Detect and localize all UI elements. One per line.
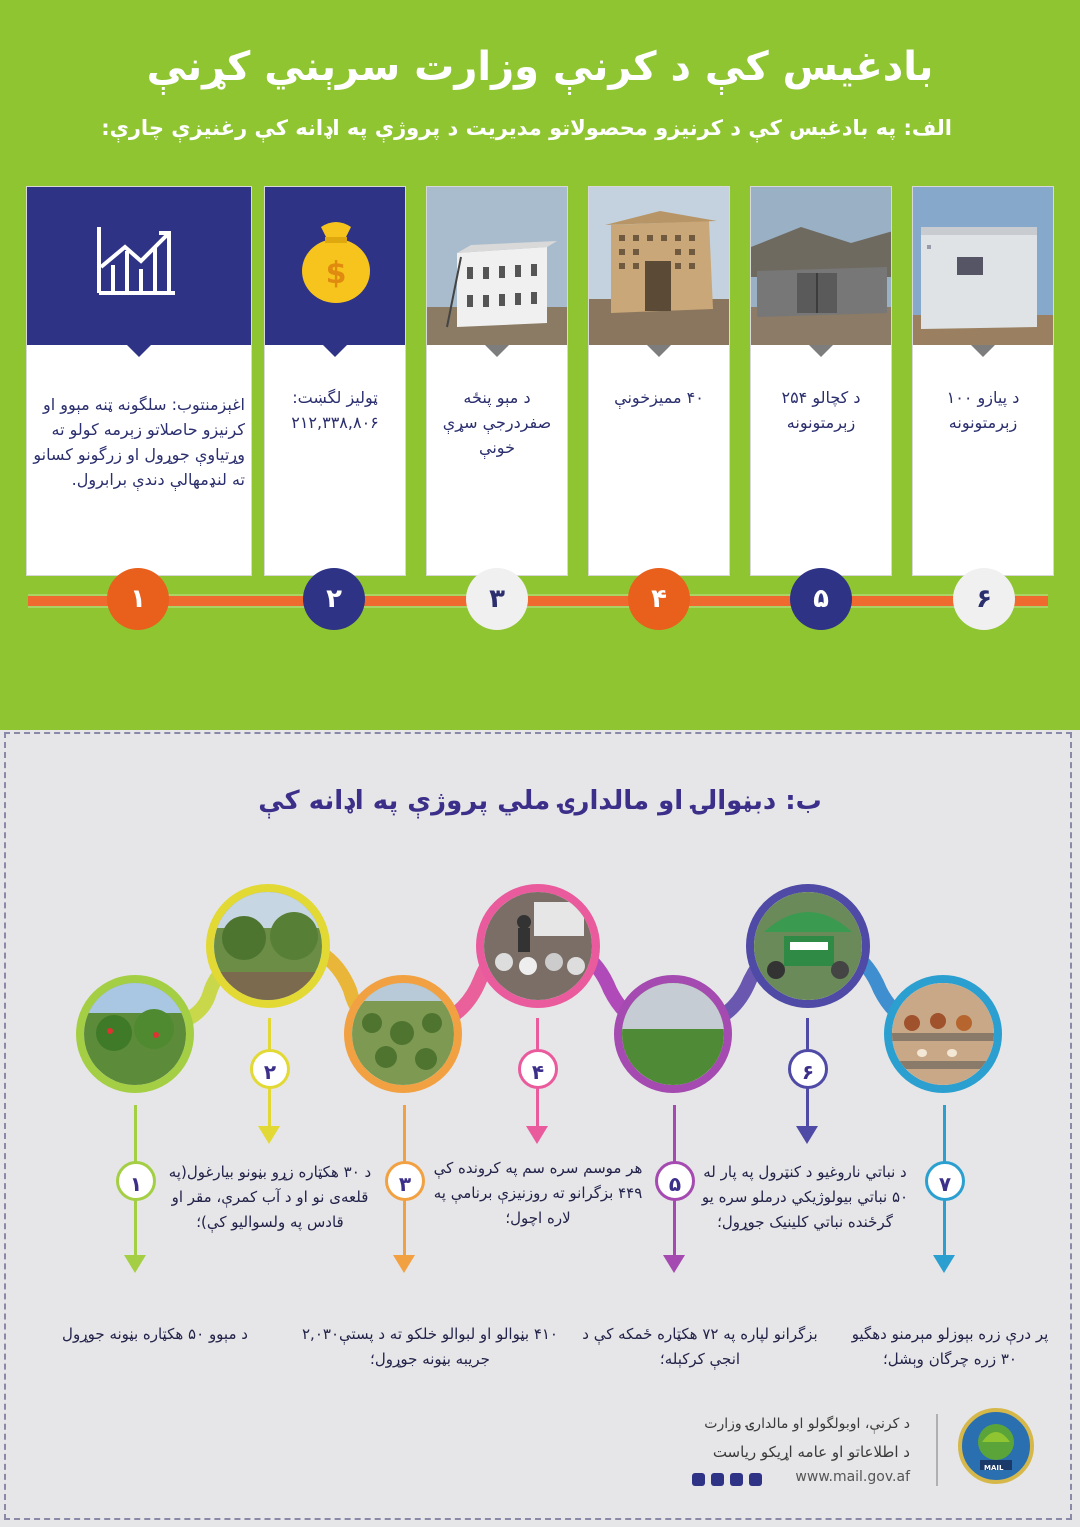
- field-photo-circle: [614, 975, 732, 1093]
- orchard-photo-circle: [76, 975, 194, 1093]
- item-text-6: د نباتي ناروغيو د کنټرول په پار له ۵۰ نباتي بيولوژيکي درملو سره يو گرځنده نباتي کلينيک جوړول؛: [701, 1163, 909, 1231]
- arrow-down-icon: [124, 1255, 146, 1273]
- card-onion-storage: [912, 186, 1054, 576]
- card-text: ۴۰ مميزخونې: [614, 388, 704, 407]
- item-badge-1: ۱: [116, 1161, 156, 1201]
- card-notch: [971, 345, 995, 357]
- card-notch: [323, 345, 347, 357]
- directorate-name: د اطلاعاتو او عامه اړيکو رياست: [712, 1443, 910, 1461]
- old-orchard-photo: [214, 892, 322, 1000]
- page-title: بادغيس کې د کرنې وزارت سرېني کړنې: [146, 44, 934, 90]
- step-number-4: ۴: [628, 568, 690, 630]
- website-link[interactable]: www.mail.gov.af: [795, 1469, 910, 1485]
- arrow-down-icon: [526, 1126, 548, 1144]
- section-a-title: الف: په بادغيس کې د کرنيزو محصولاتو مديريت د پروژې په اډانه کې رغنيزې چارې:: [101, 116, 952, 140]
- footer-divider: [936, 1414, 938, 1486]
- arrow-down-icon: [663, 1255, 685, 1273]
- card-text: ټوليز لگښت: ۲۱۲,۳۳۸,۸۰۶: [291, 388, 379, 432]
- section-b-title: ب: دبڼوالۍ او مالدارۍ ملي پروژې په اډانه کې: [258, 786, 822, 816]
- green-field-photo: [622, 983, 724, 1085]
- item-badge-3: ۳: [385, 1161, 425, 1201]
- poultry-photo: [892, 983, 994, 1085]
- card-text: د کچالو ۲۵۴ زېرمتونونه: [781, 388, 861, 432]
- card-header: [27, 187, 251, 345]
- card-impact: [26, 186, 252, 576]
- arrow-down-icon: [796, 1126, 818, 1144]
- step-number-6: ۶: [953, 568, 1015, 630]
- card-text: اغېزمنتوب: سلگونه ټنه مېوو او کرنيزو حاصلاتو زېرمه کولو ته وړتياوې جوړول او زرگونو کسانو ته لنډمهالې دندې برابرول.: [33, 395, 245, 489]
- step-number-2: ۲: [303, 568, 365, 630]
- clinic-photo-circle: [746, 884, 870, 1008]
- step-number-3: ۳: [466, 568, 528, 630]
- social-icons: [686, 1471, 762, 1490]
- youtube-icon[interactable]: [692, 1473, 705, 1486]
- item-text-3: ۴۱۰ بڼوالو او لبوالو خلکو ته د پستې۲,۰۳۰ جريبه بڼونه جوړول؛: [302, 1325, 558, 1368]
- pistachio-photo-circle: [344, 975, 462, 1093]
- item-badge-5: ۵: [655, 1161, 695, 1201]
- chicken-photo-circle: [884, 975, 1002, 1093]
- training-session-photo: [484, 892, 592, 1000]
- item-text-4: هر موسم سره سم په کرونده کې ۴۴۹ بزگرانو ته روزنيزې برنامې په لاره اچول؛: [433, 1159, 643, 1227]
- card-drying-houses: [588, 186, 730, 576]
- growth-chart-icon: [27, 187, 251, 345]
- ministry-logo: [958, 1408, 1034, 1484]
- facebook-icon[interactable]: [730, 1473, 743, 1486]
- card-header: [427, 187, 567, 345]
- arrow-down-icon: [258, 1126, 280, 1144]
- cold-storage-building-photo: [427, 187, 567, 345]
- item-badge-6: ۶: [788, 1049, 828, 1089]
- item-badge-4: ۴: [518, 1049, 558, 1089]
- ministry-name: د کرنې، اوبولگولو او مالدارۍ وزارت: [704, 1416, 910, 1432]
- item-text-7: پر درې زره بېوزلو مېرمنو دهگيو ۳۰ زره چرگان وېشل؛: [851, 1325, 1049, 1368]
- step-number-5: ۵: [790, 568, 852, 630]
- card-cold-storage: [426, 186, 568, 576]
- card-header: [265, 187, 405, 345]
- card-notch: [127, 345, 151, 357]
- card-header: [913, 187, 1053, 345]
- card-text: د مېو پنځه صفردرجې سړې خونې: [442, 388, 552, 457]
- apple-orchard-photo: [84, 983, 186, 1085]
- card-header: [751, 187, 891, 345]
- logo-text: MAIL: [984, 1464, 1004, 1472]
- old-orchard-photo-circle: [206, 884, 330, 1008]
- potato-storage-photo: [751, 187, 891, 345]
- item-text-5: بزگرانو لپاره په ۷۲ هکټاره ځمکه کې د انجې کرکېله؛: [582, 1325, 818, 1368]
- svg-text:$: $: [325, 256, 347, 291]
- card-notch: [485, 345, 509, 357]
- item-text-2: د ۳۰ هکټاره زړو بڼونو بيارغول(په قلعه‌ی نو او د آب کمرې، مقر او قادس په ولسواليو کې)؛: [168, 1163, 372, 1231]
- twitter-icon[interactable]: [711, 1473, 724, 1486]
- instagram-icon[interactable]: [749, 1473, 762, 1486]
- card-potato-storage: [750, 186, 892, 576]
- card-notch: [647, 345, 671, 357]
- drying-house-photo: [589, 187, 729, 345]
- item-badge-7: ۷: [925, 1161, 965, 1201]
- card-notch: [809, 345, 833, 357]
- card-total-cost: [264, 186, 406, 576]
- onion-storage-photo: [913, 187, 1053, 345]
- arrow-down-icon: [933, 1255, 955, 1273]
- item-text-1: د مېوو ۵۰ هکټاره بڼونه جوړول: [62, 1325, 248, 1343]
- item-badge-2: ۲: [250, 1049, 290, 1089]
- step-number-1: ۱: [107, 568, 169, 630]
- arrow-down-icon: [393, 1255, 415, 1273]
- card-header: [589, 187, 729, 345]
- card-text: د پيازو ۱۰۰ زېرمتونونه: [946, 388, 1020, 432]
- timeline-bar: [28, 594, 1048, 608]
- money-bag-icon: [265, 187, 405, 345]
- plant-clinic-photo: [754, 892, 862, 1000]
- pistachio-orchard-photo: [352, 983, 454, 1085]
- training-photo-circle: [476, 884, 600, 1008]
